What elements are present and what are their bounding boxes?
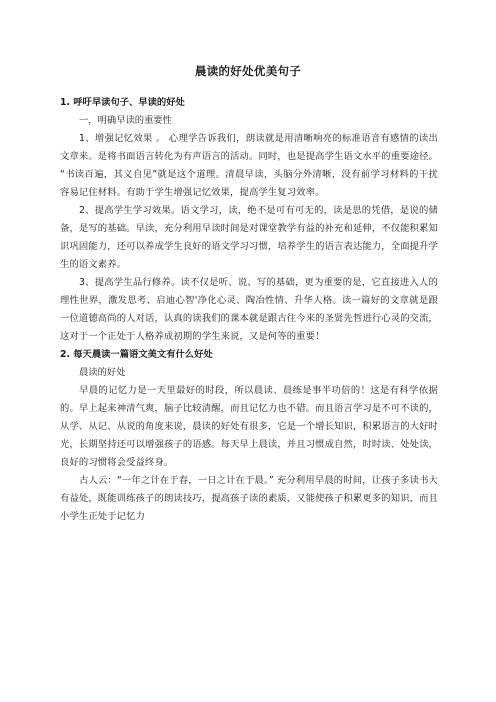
paragraph: 1、增强记忆效果 。 心理学告诉我们，朗读就是用清晰响亮的标准语音有感情的读出文章来。是将书面语言转化为有声语言的活动。同时，也是提高学生语文水平的重要途径。 “书读百遍，其义自见”就是这个道理。清晨早读，头脑分外清晰，没有前学习材料的干扰容易记住材料。有助于学生增强记忆效果，提高学生复习效率。 [60, 133, 438, 198]
document-title: 晨读的好处优美句子 [194, 64, 302, 78]
section-2 [60, 346, 438, 526]
paragraph: 3、提高学生品行修养。读不仅是听、说、写的基础，更为重要的是，它直接进入人的理性世界，激发思考、启迪心智'净化心灵、陶冶性情、升华人格。读一篇好的文章就是跟一位道德高尚的人对话，认真的读我们的课本就是跟古往今来的圣贤先哲进行心灵的交流，这对于一个正处于人格养成初期的学生来说，又是何等的重要！ [60, 277, 438, 342]
paragraph: 早晨的记忆力是一天里最好的时段，所以晨读、晨练是事半功倍的！这是有科学依据的。早上起来神清气爽，脑子比较清醒，而且记忆力也不错。而且语言学习是不可不读的，从学、从记、从说的角度来说，晨读的好处有很多，它是一个增长知识，积累语言的大好时光，长期坚持还可以增强孩子的语感。每天早上晨读，并且习惯成自然，时时读、处处读，良好的习惯将会受益终身。 [60, 385, 438, 468]
section-1 [60, 94, 438, 346]
paragraph: 古人云：“一年之计在于春，一日之计在于晨。” 充分利用早晨的时间，让孩子多读书大有益处，既能训练孩子的朗读技巧，提高孩子读的素质，又能使孩子积累更多的知识，而且小学生正处于记忆力 [60, 475, 438, 522]
section-subheading: 晨读的好处 [79, 367, 126, 378]
section-heading: 1. 呼吁早读句子、早读的好处 [60, 97, 185, 108]
paragraph: 2、提高学生学习效果。语文学习，读，绝不是可有可无的，读是思的凭借，是说的储备，是写的基础。早读，充分利用早读时间是对课堂教学有益的补充和延伸，不仅能积累知识巩固能力，还可以养成学生良好的语文学习习惯，培养学生的语言表达能力，全面提升学生的语文素养。 [60, 205, 438, 270]
section-heading: 2. 每天晨读一篇语文美文有什么好处 [60, 349, 213, 360]
document-body [60, 94, 438, 526]
section-subheading: 一，明确早读的重要性 [79, 115, 172, 126]
